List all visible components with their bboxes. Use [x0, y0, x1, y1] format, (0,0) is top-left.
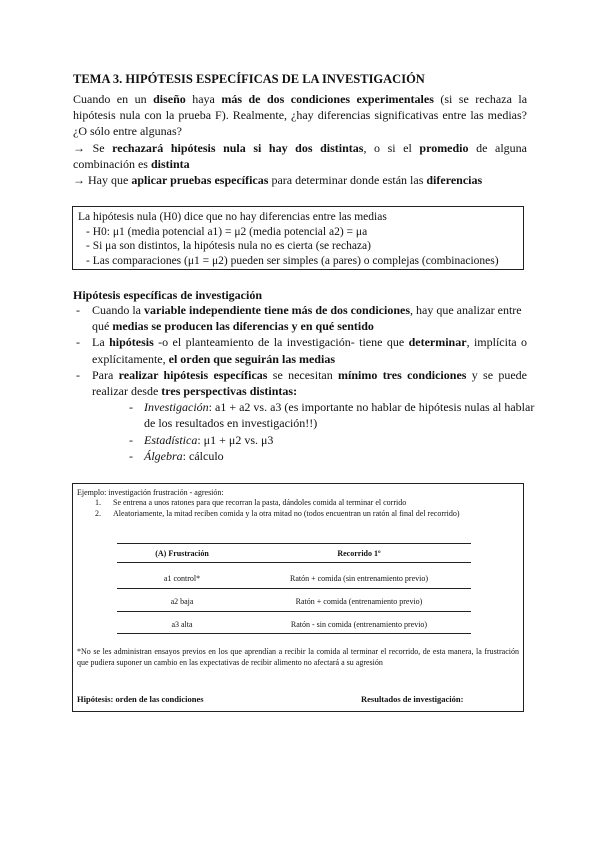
list-dash: -	[129, 400, 133, 415]
box1-line-2: - H0: μ1 (media potencial a1) = μ2 (media potencial a2) = μa	[86, 225, 368, 238]
list-dash: -	[129, 432, 133, 447]
table-cell: Ratón + comida (entrenamiento previo)	[295, 597, 423, 606]
list-dash: -	[76, 367, 80, 382]
example-note: *No se les administran ensayos previos en los que aprendían a recibir la comida al terminar el recorrido, de esta manera, la frustración que pudiera suponer un cambio en las expectativas de recibir alimento no afectará a su agresión	[77, 647, 519, 667]
hypothesis-order-label: Hipótesis: orden de las condiciones	[77, 694, 204, 704]
list-item: - Para realizar hipótesis específicas se necesitan mínimo tres condiciones y se puede realizar desde tres perspectivas distintas:	[76, 367, 528, 399]
table-cell: a1 control*	[163, 574, 201, 583]
example-box: Ejemplo: investigación frustración - agresión: 1. Se entrena a unos ratones para que recorran la pasta, dándoles comida al terminar el corrido 2. Aleatoriamente, la mitad reciben comida y la otra mitad no (todos encuentran un ratón al final del recorrido) (A) Frustración Recorrido 1º a1 control* Ratón + comida (sin entrenamiento previo) a2 baja Ratón + comida (entrenamiento previo) a3 alta Ratón - sin comida (entrenamiento previo) *No se les administran ensayos previos en los que aprendían a recibir la comida al terminar el recorrido, de esta manera, la frustración que pudiera suponer un cambio en las expectativas de recibir alimento no afectará a su agresión Hipótesis: orden de las condiciones Resultados de investigación:	[72, 483, 524, 712]
sub-list-item: - Álgebra: cálculo	[129, 448, 224, 463]
specific-hypotheses-list	[73, 302, 535, 464]
table-top-rule	[117, 543, 471, 544]
box1-line-3: - Si μa son distintos, la hipótesis nula no es cierta (se rechaza)	[86, 240, 371, 252]
list-dash: -	[76, 335, 80, 350]
list-dash: -	[76, 303, 80, 317]
intro-paragraph	[73, 91, 527, 188]
sub-list-item: - Estadística: μ1 + μ2 vs. μ3	[129, 432, 274, 447]
research-results-label: Resultados de investigación:	[361, 694, 464, 704]
null-hypothesis-box	[72, 206, 524, 270]
table-row-rule	[117, 588, 471, 589]
box1-line-1: La hipótesis nula (H0) dice que no hay diferencias entre las medias	[78, 211, 387, 223]
section-title: Hipótesis específicas de investigación	[73, 288, 262, 302]
table-cell: Ratón + comida (sin entrenamiento previo)	[289, 574, 429, 583]
example-heading: Ejemplo: investigación frustración - agresión:	[77, 488, 224, 497]
intro-line-2: hipótesis nula con la prueba F). Realmente, ¿hay diferencias significativas entre las medias?	[73, 108, 527, 123]
sub-list-item: - Investigación: a1 + a2 vs. a3 (es importante no hablar de hipótesis nulas al hablar de los resultados en investigación!!)	[129, 400, 535, 431]
table-cell: Ratón - sin comida (entrenamiento previo)	[290, 620, 428, 629]
list-dash: -	[129, 448, 133, 463]
box1-line-4: - Las comparaciones (μ1 = μ2) pueden ser simples (a pares) o complejas (combinaciones)	[86, 254, 499, 267]
intro-line-1: Cuando en un diseño haya más de dos condiciones experimentales (si se rechaza la	[73, 92, 528, 106]
table-header-rule	[117, 562, 471, 563]
intro-line-4: → Se rechazará hipótesis nula si hay dos distintas, o si el promedio de alguna	[73, 140, 527, 155]
table-cell: a2 baja	[170, 597, 194, 606]
page-title: TEMA 3. HIPÓTESIS ESPECÍFICAS DE LA INVESTIGACIÓN	[73, 72, 425, 86]
intro-line-3: ¿O sólo entre algunas?	[73, 124, 182, 139]
list-item: - Cuando la variable independiente tiene más de dos condiciones, hay que analizar entre qué medias se producen las diferencias y en qué sentido	[76, 303, 522, 334]
table-row-rule	[117, 611, 471, 612]
intro-line-5: combinación es distinta	[73, 156, 190, 171]
table-cell: a3 alta	[171, 620, 193, 629]
table-header-frustration: (A) Frustración	[155, 549, 209, 558]
list-item: - La hipótesis -o el planteamiento de la investigación- tiene que determinar, implícita o explícitamente, el orden que seguirán las medias	[76, 335, 528, 366]
table-header-recorrido: Recorrido 1º	[337, 549, 381, 558]
intro-line-6: → Hay que aplicar pruebas específicas para determinar donde están las diferencias	[73, 173, 483, 188]
table-bottom-rule	[117, 633, 471, 634]
